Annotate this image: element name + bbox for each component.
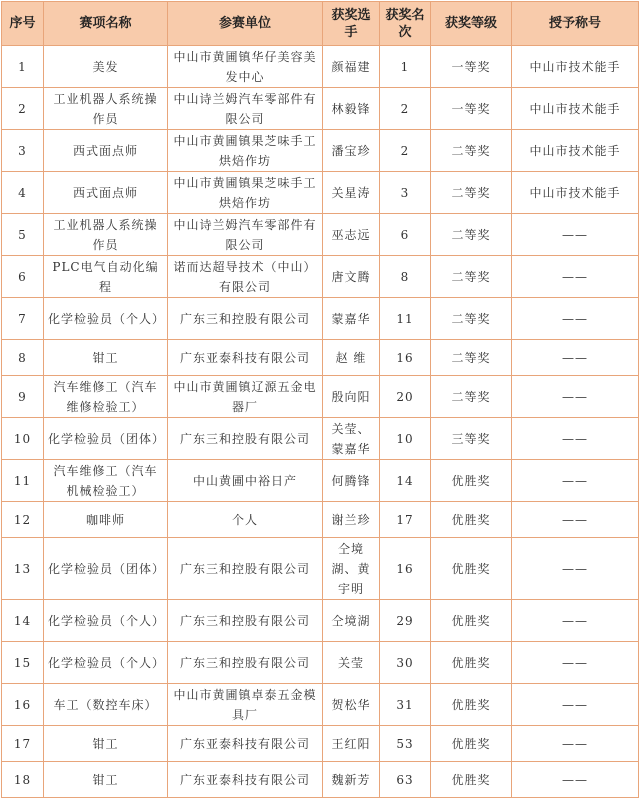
cell-no: 5	[2, 214, 44, 256]
table-row	[2, 762, 639, 798]
cell-event: 钳工	[44, 726, 168, 762]
cell-title: ——	[512, 502, 639, 538]
table-row	[2, 130, 639, 172]
cell-event: 工业机器人系统操作员	[44, 214, 168, 256]
table-row	[2, 684, 639, 726]
header-player: 获奖选手	[323, 2, 380, 46]
cell-no: 12	[2, 502, 44, 538]
cell-unit: 中山黄圃中裕日产	[168, 460, 323, 502]
cell-rank: 6	[380, 214, 431, 256]
cell-title: 中山市技术能手	[512, 172, 639, 214]
cell-no: 8	[2, 340, 44, 376]
cell-player: 王红阳	[323, 726, 380, 762]
cell-title: ——	[512, 298, 639, 340]
cell-rank: 20	[380, 376, 431, 418]
cell-no: 11	[2, 460, 44, 502]
cell-title: 中山市技术能手	[512, 130, 639, 172]
cell-rank: 17	[380, 502, 431, 538]
cell-no: 14	[2, 600, 44, 642]
cell-no: 17	[2, 726, 44, 762]
cell-level: 一等奖	[431, 88, 512, 130]
cell-event: 汽车维修工（汽车维修检验工）	[44, 376, 168, 418]
table-row	[2, 502, 639, 538]
cell-rank: 3	[380, 172, 431, 214]
cell-player: 林毅锋	[323, 88, 380, 130]
cell-title: ——	[512, 460, 639, 502]
cell-rank: 10	[380, 418, 431, 460]
cell-rank: 1	[380, 46, 431, 88]
cell-unit: 中山市黄圃镇华仔美容美发中心	[168, 46, 323, 88]
cell-rank: 8	[380, 256, 431, 298]
cell-rank: 63	[380, 762, 431, 798]
cell-event: 西式面点师	[44, 172, 168, 214]
cell-title: ——	[512, 762, 639, 798]
cell-title: 中山市技术能手	[512, 88, 639, 130]
cell-unit: 中山市黄圃镇果芝味手工烘焙作坊	[168, 130, 323, 172]
table-row	[2, 88, 639, 130]
cell-level: 一等奖	[431, 46, 512, 88]
table-row	[2, 418, 639, 460]
cell-event: 化学检验员（个人）	[44, 600, 168, 642]
cell-rank: 29	[380, 600, 431, 642]
cell-event: 车工（数控车床）	[44, 684, 168, 726]
cell-rank: 11	[380, 298, 431, 340]
header-unit: 参赛单位	[168, 2, 323, 46]
cell-unit: 个人	[168, 502, 323, 538]
cell-unit: 中山诗兰姆汽车零部件有限公司	[168, 214, 323, 256]
cell-title: ——	[512, 538, 639, 600]
cell-unit: 诺而达超导技术（中山）有限公司	[168, 256, 323, 298]
cell-level: 二等奖	[431, 214, 512, 256]
table-row	[2, 538, 639, 600]
cell-level: 优胜奖	[431, 502, 512, 538]
cell-title: ——	[512, 726, 639, 762]
cell-level: 三等奖	[431, 418, 512, 460]
cell-event: 汽车维修工（汽车机械检验工）	[44, 460, 168, 502]
table-row	[2, 600, 639, 642]
cell-unit: 广东三和控股有限公司	[168, 600, 323, 642]
cell-no: 10	[2, 418, 44, 460]
header-no: 序号	[2, 2, 44, 46]
cell-title: ——	[512, 256, 639, 298]
cell-level: 优胜奖	[431, 684, 512, 726]
cell-title: ——	[512, 214, 639, 256]
cell-level: 二等奖	[431, 256, 512, 298]
cell-title: ——	[512, 376, 639, 418]
cell-event: 工业机器人系统操作员	[44, 88, 168, 130]
table-row	[2, 340, 639, 376]
table-row	[2, 172, 639, 214]
cell-rank: 31	[380, 684, 431, 726]
cell-title: ——	[512, 340, 639, 376]
cell-event: 咖啡师	[44, 502, 168, 538]
cell-level: 优胜奖	[431, 538, 512, 600]
cell-no: 9	[2, 376, 44, 418]
table-row	[2, 256, 639, 298]
header-level: 获奖等级	[431, 2, 512, 46]
cell-no: 1	[2, 46, 44, 88]
cell-unit: 广东三和控股有限公司	[168, 642, 323, 684]
table-row	[2, 298, 639, 340]
cell-unit: 中山市黄圃镇辽源五金电器厂	[168, 376, 323, 418]
cell-unit: 广东亚泰科技有限公司	[168, 726, 323, 762]
cell-level: 优胜奖	[431, 726, 512, 762]
cell-title: ——	[512, 684, 639, 726]
cell-unit: 广东三和控股有限公司	[168, 538, 323, 600]
table-header-row	[2, 2, 639, 46]
cell-event: 化学检验员（团体）	[44, 538, 168, 600]
cell-no: 3	[2, 130, 44, 172]
cell-player: 潘宝珍	[323, 130, 380, 172]
cell-title: 中山市技术能手	[512, 46, 639, 88]
cell-level: 二等奖	[431, 298, 512, 340]
cell-level: 二等奖	[431, 172, 512, 214]
cell-level: 优胜奖	[431, 762, 512, 798]
cell-level: 二等奖	[431, 376, 512, 418]
cell-level: 二等奖	[431, 130, 512, 172]
cell-unit: 广东亚泰科技有限公司	[168, 340, 323, 376]
cell-event: 钳工	[44, 762, 168, 798]
cell-player: 关星涛	[323, 172, 380, 214]
cell-rank: 14	[380, 460, 431, 502]
cell-player: 谢兰珍	[323, 502, 380, 538]
cell-no: 7	[2, 298, 44, 340]
cell-no: 18	[2, 762, 44, 798]
cell-unit: 中山市黄圃镇卓泰五金模具厂	[168, 684, 323, 726]
cell-player: 巫志远	[323, 214, 380, 256]
cell-player: 魏新芳	[323, 762, 380, 798]
cell-player: 赵 维	[323, 340, 380, 376]
cell-event: 化学检验员（个人）	[44, 298, 168, 340]
cell-event: 钳工	[44, 340, 168, 376]
cell-level: 优胜奖	[431, 460, 512, 502]
cell-rank: 16	[380, 340, 431, 376]
cell-event: 美发	[44, 46, 168, 88]
cell-player: 仝境湖	[323, 600, 380, 642]
cell-player: 颜福建	[323, 46, 380, 88]
header-title: 授予称号	[512, 2, 639, 46]
cell-rank: 53	[380, 726, 431, 762]
cell-player: 蒙嘉华	[323, 298, 380, 340]
cell-event: 西式面点师	[44, 130, 168, 172]
cell-player: 关莹、蒙嘉华	[323, 418, 380, 460]
cell-no: 15	[2, 642, 44, 684]
cell-event: 化学检验员（个人）	[44, 642, 168, 684]
cell-no: 16	[2, 684, 44, 726]
cell-no: 2	[2, 88, 44, 130]
cell-player: 贺松华	[323, 684, 380, 726]
table-row	[2, 642, 639, 684]
table-row	[2, 214, 639, 256]
cell-rank: 2	[380, 130, 431, 172]
cell-unit: 广东亚泰科技有限公司	[168, 762, 323, 798]
cell-level: 优胜奖	[431, 600, 512, 642]
table-row	[2, 726, 639, 762]
cell-title: ——	[512, 600, 639, 642]
cell-title: ——	[512, 418, 639, 460]
cell-no: 13	[2, 538, 44, 600]
header-rank: 获奖名次	[380, 2, 431, 46]
cell-rank: 16	[380, 538, 431, 600]
cell-no: 4	[2, 172, 44, 214]
cell-unit: 广东三和控股有限公司	[168, 418, 323, 460]
table-row	[2, 460, 639, 502]
cell-player: 唐文腾	[323, 256, 380, 298]
cell-unit: 广东三和控股有限公司	[168, 298, 323, 340]
cell-player: 殷向阳	[323, 376, 380, 418]
cell-no: 6	[2, 256, 44, 298]
table-row	[2, 376, 639, 418]
cell-event: 化学检验员（团体）	[44, 418, 168, 460]
cell-player: 仝境湖、黄宇明	[323, 538, 380, 600]
cell-event: PLC电气自动化编程	[44, 256, 168, 298]
cell-unit: 中山诗兰姆汽车零部件有限公司	[168, 88, 323, 130]
cell-unit: 中山市黄圃镇果芝味手工烘焙作坊	[168, 172, 323, 214]
cell-player: 关莹	[323, 642, 380, 684]
cell-player: 何腾锋	[323, 460, 380, 502]
awards-table	[1, 1, 639, 798]
cell-title: ——	[512, 642, 639, 684]
cell-rank: 2	[380, 88, 431, 130]
cell-level: 二等奖	[431, 340, 512, 376]
table-row	[2, 46, 639, 88]
cell-rank: 30	[380, 642, 431, 684]
cell-level: 优胜奖	[431, 642, 512, 684]
header-event: 赛项名称	[44, 2, 168, 46]
